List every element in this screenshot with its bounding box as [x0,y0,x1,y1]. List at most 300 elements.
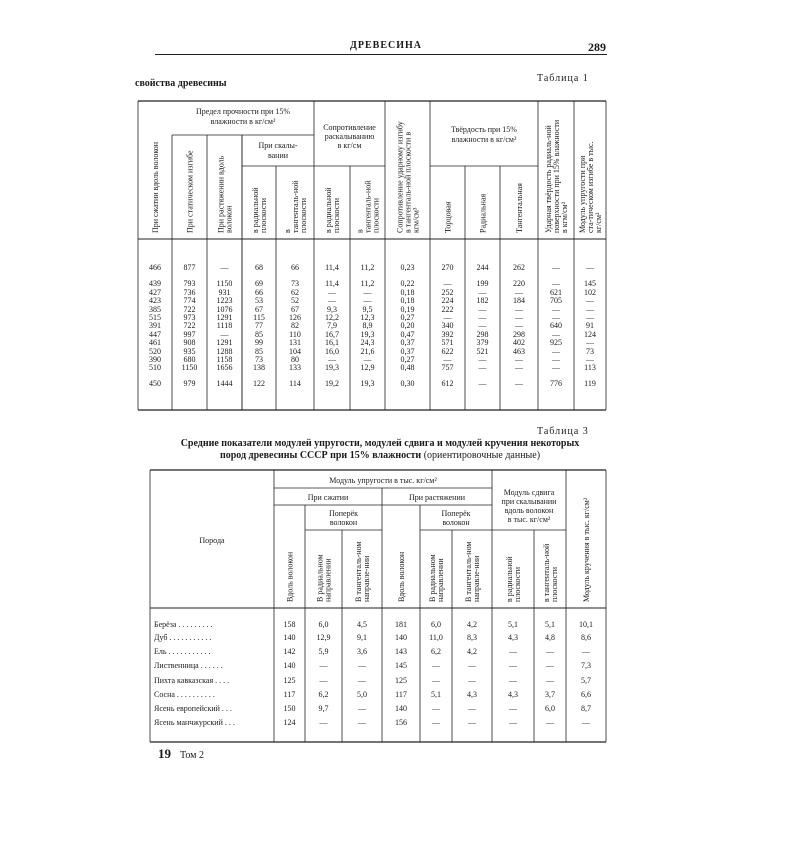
table1-cell-r9-c3: 1291 [216,338,233,347]
table1-group-shear: раскалыванию [324,132,375,141]
table1-cell-r3-c4: 66 [255,288,263,297]
table1-col-header-12: Ударная твёрдость радиаль-ной [544,125,553,233]
table1-cell-r6-c11: — [515,313,523,322]
table1-cell-r10-c2: 935 [183,347,196,356]
table1-cell-r9-c13: — [586,338,594,347]
table3-cell-r8-c3: — [358,718,366,727]
table3-cell-r7-c3: — [358,704,366,713]
table1-cell-r13-c2: 979 [183,379,196,388]
table3-group-cross-tension: волокон [442,518,470,527]
table1-cell-r13-c13: 119 [584,379,596,388]
table1-cell-r5-c7: 9,5 [362,305,373,314]
table1-cell-r3-c12: 621 [550,288,562,297]
table1-cell-r13-c5: 114 [289,379,301,388]
table3-cell-r7-c1: 150 [283,704,296,713]
table1-cell-r10-c13: 73 [586,347,594,356]
table1-cell-r10-c11: 463 [513,347,525,356]
table3-cell-r7-c6: — [468,704,476,713]
table1-cell-r13-c10: — [478,379,487,388]
table3-col-header-7: плоскости [513,566,522,602]
table1-col-header-2: При статическом изгибе [185,150,195,233]
table1-cell-r12-c7: 12,9 [360,363,375,372]
table1-cell-r13-c12: 776 [550,379,562,388]
table1-cell-r6-c3: 1291 [216,313,233,322]
table1-cell-r4-c2: 774 [183,296,196,305]
table3-title-line2-main: пород древесины СССР при 15% влажности [219,450,422,461]
table3-cell-r6-c6: 4,3 [467,690,477,699]
table1-group-strength: Предел прочности при 15% [196,107,290,116]
table1-cell-r2-c6: 11,4 [325,279,339,288]
table3-cell-r3-c8: — [546,647,554,656]
table1-cell-r2-c12: — [552,279,560,288]
table1-group-strength: влажности в кг/см² [210,117,276,126]
table1-cell-r7-c12: 640 [550,321,562,330]
table3-cell-r2-c3: 9,1 [357,633,367,642]
table1-group-hardness: влажности в кг/см² [451,135,517,144]
table1-cell-r11-c11: — [515,355,523,364]
table1-cell-r2-c4: 69 [255,279,263,288]
table1-cell-r5-c1: 385 [149,305,161,314]
table3-cell-r5-c8: — [546,676,554,685]
table1-cell-r4-c13: — [586,296,594,305]
table1-cell-r11-c2: 680 [183,355,196,364]
table3-cell-r4-c3: — [358,661,366,670]
table1-col-header-4: плоскости [259,197,268,233]
table3-cell-r8-c4: 156 [395,718,407,727]
table1-cell-r6-c9: — [443,313,452,322]
table1-cell-r11-c13: — [586,355,594,364]
table3-title-note: (ориентировочные данные) [423,450,541,461]
table3-col-header-9: Модуль кручения в тыс. кг/см² [582,497,591,602]
table3-col-header-2: В радиальном [315,554,325,602]
table3-species-3: Ель . . . . . . . . . . . [154,647,211,656]
table3-cell-r3-c4: 143 [395,647,407,656]
table1-cell-r5-c3: 1076 [216,305,233,314]
table3-cell-r4-c6: — [468,661,476,670]
table1-cell-r7-c9: 340 [441,321,454,330]
running-head: ДРЕВЕСИНА [350,40,422,51]
table3-cell-r8-c6: — [468,718,476,727]
table3-col-header-8: плоскости [550,566,559,602]
table1-cell-r4-c11: 184 [513,296,525,305]
table1-cell-r12-c11: — [515,363,523,372]
table1-cell-r6-c12: — [552,313,560,322]
table1-cell-r3-c11: — [515,288,523,297]
page-number: 289 [588,40,606,54]
table1-group-shear: в кг/см [337,141,362,150]
table1-cell-r6-c1: 515 [149,313,161,322]
table1-cell-r6-c10: — [478,313,487,322]
table1-col-header-11: Тангентальная [515,183,524,233]
table1-cell-r12-c9: 757 [441,363,454,372]
table1-cell-r12-c2: 1150 [181,363,198,372]
table1-cell-r5-c2: 722 [183,305,196,314]
table1-cell-r6-c8: 0,27 [400,313,415,322]
table1-cell-r1-c12: — [552,263,560,272]
table1-cell-r9-c7: 24,3 [360,338,375,347]
table1-cell-r7-c6: 7,9 [327,321,337,330]
table1-col-header-7: плоскости [371,197,381,233]
table1-cell-r13-c9: 612 [441,379,454,388]
table3-cell-r2-c7: 4,3 [508,633,518,642]
table1-cell-r7-c5: 82 [291,321,299,330]
table3-group-cross-tension: Поперёк [441,509,471,518]
table3-species-6: Сосна . . . . . . . . . . [154,690,215,699]
table1-cell-r5-c6: 9,3 [327,305,337,314]
table1-cell-r9-c11: 402 [513,338,525,347]
table1-cell-r7-c13: 91 [586,321,594,330]
table1-cell-r10-c12: — [552,347,560,356]
table1-cell-r8-c4: 85 [255,330,263,339]
table1-cell-r12-c12: — [552,363,560,372]
table1-cell-r1-c13: — [586,263,594,272]
table3-cell-r3-c9: — [582,647,590,656]
table1-col-header-10: Радиальная [478,193,488,233]
table3-cell-r6-c4: 117 [395,690,407,699]
table1-cell-r1-c7: 11,2 [360,263,375,272]
table3-cell-r8-c2: — [319,718,328,727]
table1-cell-r1-c5: 66 [291,263,299,272]
table1-cell-r7-c4: 77 [255,321,263,330]
table1-cell-r8-c9: 392 [441,330,454,339]
table3-species-8: Ясень манчжурский . . . [154,718,235,727]
table1-cell-r12-c3: 1656 [216,363,233,372]
table3-cell-r3-c2: 5,9 [318,647,329,656]
table1-col-header-6: плоскости [332,197,341,233]
table1-cell-r11-c4: 73 [255,355,263,364]
table1-cell-r3-c3: 931 [218,288,231,297]
table1-group-splitting: При скалы- [258,141,298,150]
table1-cell-r2-c13: 145 [584,279,596,288]
footer-number: 19 [158,746,171,761]
table3-cell-r3-c3: 3,6 [357,647,367,656]
table1-label: Таблица 1 [537,73,589,84]
table1-col-header-13: Модуль упругости при [578,155,587,233]
table1-cell-r13-c6: 19,2 [325,379,339,388]
table3-cell-r1-c7: 5,1 [508,620,518,629]
table3-cell-r7-c7: — [509,704,517,713]
table1-cell-r12-c6: 19,3 [325,363,339,372]
table1-cell-r11-c9: — [443,355,452,364]
table3-cell-r6-c8: 3,7 [545,690,555,699]
table1-cell-r9-c12: 925 [550,338,562,347]
table3-col-header-5: В радиальном [428,554,437,602]
table1-cell-r7-c11: — [515,321,523,330]
table3-cell-r4-c5: — [432,661,440,670]
table1-cell-r4-c12: 705 [550,296,562,305]
table3-cell-r6-c7: 4,3 [508,690,518,699]
table1-cell-r8-c6: 16,7 [325,330,339,339]
table1-cell-r9-c4: 99 [255,338,263,347]
table3-cell-r6-c5: 5,1 [431,690,441,699]
table1-col-header-1: При сжатии вдоль волокон [151,141,160,233]
table1-cell-r13-c3: 1444 [216,379,233,388]
table1-cell-r1-c8: 0,23 [400,263,415,272]
table3-group-shear: при скалывании [501,497,557,506]
table3-col-header-2: направлении [323,558,333,602]
table1-cell-r3-c8: 0,18 [400,288,415,297]
table1-cell-r11-c3: 1158 [216,355,233,364]
table3-title-line1: Средние показатели модулей упругости, модулей сдвига и модулей кручения некоторых [180,438,580,449]
table1-cell-r12-c13: 113 [584,363,596,372]
table1-cell-r13-c8: 0,30 [400,379,415,388]
table3-cell-r5-c4: 125 [395,676,407,685]
table3-cell-r4-c1: 140 [283,661,296,670]
footer-volume: Том 2 [180,750,204,761]
table1-cell-r13-c11: — [515,379,523,388]
table1-cell-r9-c2: 908 [183,338,196,347]
table3-cell-r5-c5: — [432,676,440,685]
table1-cell-r1-c9: 270 [441,263,454,272]
table1-cell-r5-c12: — [552,305,560,314]
table1-cell-r5-c13: — [586,305,594,314]
table1-cell-r1-c1: 466 [149,263,161,272]
table1-cell-r9-c1: 461 [149,338,161,347]
table1-cell-r3-c13: 102 [584,288,596,297]
table3-cell-r2-c8: 4,8 [545,633,555,642]
table3-cell-r5-c3: — [358,676,366,685]
table1-cell-r6-c2: 973 [183,313,196,322]
table3-cell-r7-c8: 6,0 [545,704,555,713]
table1-cell-r3-c9: 252 [441,288,454,297]
table1-cell-r3-c5: 62 [291,288,299,297]
table3-cell-r8-c1: 124 [283,718,296,727]
table3-cell-r1-c3: 4,5 [357,620,367,629]
table3-cell-r5-c6: — [468,676,476,685]
table1-cell-r10-c9: 622 [441,347,454,356]
table1-cell-r13-c7: 19,3 [360,379,375,388]
table1-cell-r6-c13: — [586,313,594,322]
table1-cell-r3-c10: — [478,288,487,297]
table3-cell-r1-c9: 10,1 [579,620,593,629]
table1-cell-r4-c10: 182 [476,296,489,305]
table1-cell-r6-c4: 115 [253,313,265,322]
table3-group-shear: вдоль волокон [504,506,554,515]
table3-cell-r7-c9: 8,7 [581,704,591,713]
table1-cell-r5-c5: 67 [291,305,299,314]
table3-group-shear: в тыс. кг/см² [507,515,551,524]
table3-group-cross-compression: Поперёк [328,509,359,518]
table1-cell-r2-c5: 73 [291,279,299,288]
table1-cell-r3-c2: 736 [183,288,196,297]
table3-species-4: Лиственница . . . . . . [154,661,223,670]
table1-col-header-12: в кгм/см² [560,201,569,233]
table3-cell-r4-c7: — [509,661,517,670]
table3-cell-r7-c2: 9,7 [318,704,329,713]
table1-col-header-3: волокон [224,205,234,233]
table1-cell-r11-c7: — [363,355,372,364]
table1-cell-r9-c10: 379 [476,338,489,347]
table3-cell-r7-c4: 140 [395,704,407,713]
table1-col-header-4: в радиальной [251,187,260,233]
table1-cell-r5-c10: — [478,305,487,314]
table3-cell-r6-c9: 6,6 [581,690,591,699]
table1-col-header-6: в радиальной [324,187,333,233]
table1-col-header-8: в тангенталь-ной плоскости в [403,131,413,233]
table3-species-5: Пихта кавказская . . . . [154,676,230,685]
table3-cell-r1-c8: 5,1 [545,620,555,629]
table3-cell-r4-c2: — [319,661,328,670]
table3-col-header-4: Вдоль волокон [397,551,406,602]
table3-cell-r3-c7: — [509,647,517,656]
table1-cell-r11-c6: — [328,355,336,364]
table3-cell-r6-c1: 117 [283,690,296,699]
table1-cell-r4-c7: — [363,296,372,305]
table1-cell-r8-c8: 0,47 [400,330,415,339]
table1-cell-r5-c9: 222 [441,305,454,314]
table1-cell-r2-c3: 1150 [216,279,233,288]
table1-cell-r12-c1: 510 [149,363,161,372]
table3-group-elastic: Модуль упругости в тыс. кг/см² [329,476,437,485]
table1-cell-r6-c7: 12,3 [360,313,375,322]
table3-cell-r8-c8: — [546,718,554,727]
table1-cell-r3-c7: — [363,288,372,297]
table1-cell-r7-c7: 8,9 [362,321,373,330]
table1-cell-r2-c10: 199 [476,279,489,288]
table3-species-7: Ясень европейский . . . [154,704,232,713]
table1-cell-r2-c7: 11,2 [360,279,375,288]
table1-cell-r8-c10: 298 [476,330,489,339]
table1-cell-r1-c10: 244 [476,263,489,272]
table1-col-header-5: тангенталь-ной [291,180,300,233]
table3-cell-r2-c5: 11,0 [429,633,443,642]
table1-col-header-7: в [355,229,365,233]
table3-group-cross-compression: волокон [329,518,358,527]
table3-group-tension: При растяжении [408,493,466,502]
table3-cell-r2-c4: 140 [395,633,407,642]
table1-col-header-5: плоскости [299,197,308,233]
table3-cell-r8-c9: — [582,718,590,727]
table1-group-shear: Сопротивление [323,123,376,132]
table1-cell-r11-c10: — [478,355,487,364]
table3-cell-r3-c6: 4,2 [467,647,477,656]
table1-cell-r2-c9: — [443,279,452,288]
table1-cell-r1-c2: 877 [183,263,196,272]
table1-cell-r10-c7: 21,6 [360,347,375,356]
table3-col-header-3: направле-нии [362,555,371,602]
table1-cell-r4-c4: 53 [255,296,263,305]
table1-col-header-13: кг/см² [594,212,603,233]
table3-col-header-1: Вдоль волокон [285,551,295,602]
table1-cell-r10-c1: 520 [149,347,161,356]
table3-group-shear: Модуль сдвига [503,488,555,497]
table3-cell-r6-c3: 5,0 [357,690,367,699]
table3-cell-r1-c2: 6,0 [318,620,329,629]
table1-cell-r11-c1: 390 [149,355,161,364]
table3-species-2: Дуб . . . . . . . . . . . [154,633,212,642]
table1-cell-r9-c6: 16,1 [325,338,339,347]
table1-cell-r5-c11: — [515,305,523,314]
table3-cell-r5-c1: 125 [283,676,296,685]
table1-caption: свойства древесины [135,78,227,89]
table1-cell-r4-c5: 52 [291,296,299,305]
table1-cell-r1-c6: 11,4 [325,263,339,272]
table1-cell-r10-c8: 0,37 [400,347,415,356]
table3-cell-r5-c9: 5,7 [581,676,591,685]
table1-col-header-13: ста-тическом изгибе в тыс. [586,141,595,233]
table1-cell-r7-c2: 722 [183,321,196,330]
table1-cell-r7-c1: 391 [149,321,161,330]
table1-cell-r5-c8: 0,19 [400,305,415,314]
table1-cell-r1-c11: 262 [513,263,525,272]
table1-cell-r11-c12: — [552,355,560,364]
table3-cell-r7-c5: — [432,704,440,713]
table3-cell-r1-c6: 4,2 [467,620,477,629]
table3-cell-r6-c2: 6,2 [318,690,329,699]
table3-cell-r1-c4: 181 [395,620,407,629]
table3-col-header-6: направле-нии [472,555,481,602]
table3-col-header-5: направлении [436,558,445,602]
table1-cell-r2-c2: 793 [183,279,196,288]
table1-cell-r4-c1: 423 [149,296,161,305]
table1-cell-r2-c1: 439 [149,279,161,288]
table1-cell-r13-c4: 122 [253,379,265,388]
table1-cell-r9-c8: 0,37 [400,338,415,347]
table1-cell-r8-c3: — [220,330,229,339]
table1-cell-r11-c8: 0,27 [400,355,415,364]
table1-cell-r5-c4: 67 [255,305,263,314]
table3-cell-r3-c1: 142 [283,647,296,656]
table1-cell-r1-c4: 68 [255,263,263,272]
table1-cell-r10-c5: 104 [289,347,301,356]
table1-col-header-3: При растяжении вдоль [216,155,226,233]
table1-cell-r2-c11: 220 [513,279,525,288]
table1-cell-r8-c1: 447 [149,330,161,339]
table3-cell-r2-c6: 8,3 [467,633,477,642]
table1-cell-r11-c5: 80 [291,355,299,364]
table3-cell-r2-c1: 140 [283,633,296,642]
table1-cell-r10-c4: 85 [255,347,263,356]
table1-cell-r8-c7: 19,3 [360,330,375,339]
table1-cell-r10-c6: 16,0 [325,347,339,356]
table3-col-header-7: в радиальной [505,556,514,602]
table3-cell-r2-c2: 12,9 [316,633,331,642]
table1-cell-r4-c8: 0,18 [400,296,415,305]
table3-cell-r8-c5: — [432,718,440,727]
table1-col-header-12: поверхности при 15% влажности [552,119,561,233]
table1-cell-r12-c5: 133 [289,363,301,372]
table1-cell-r3-c6: — [328,288,336,297]
table1-col-header-5: в [283,229,292,233]
table1-cell-r8-c11: 298 [513,330,525,339]
table3-group-compression: При сжатии [307,493,349,502]
table3-cell-r5-c7: — [509,676,517,685]
table1-cell-r4-c3: 1223 [216,296,233,305]
table3-col-header-3: В тангенталь-ном [354,541,363,602]
table3-cell-r3-c5: 6,2 [431,647,441,656]
table3-cell-r2-c9: 8,6 [581,633,591,642]
table1-cell-r12-c10: — [478,363,487,372]
table1-cell-r12-c4: 138 [253,363,265,372]
table1-cell-r8-c2: 997 [183,330,196,339]
table1-group-splitting: вании [267,151,289,160]
table3-species-1: Берёза . . . . . . . . . [154,620,213,629]
table1-cell-r6-c5: 126 [289,313,301,322]
table1-cell-r4-c9: 224 [441,296,454,305]
table1-col-header-8: кгм/см³ [411,207,421,233]
table1-cell-r9-c5: 131 [289,338,301,347]
table1-group-hardness: Твёрдость при 15% [451,125,517,134]
table1-cell-r7-c3: 1118 [216,321,233,330]
table3-col-header-8: в тангенталь-ной [542,543,551,602]
table1-cell-r8-c13: 124 [584,330,596,339]
table3-col-header-6: В тангенталь-ном [464,541,473,602]
table1-cell-r8-c5: 110 [289,330,301,339]
table1-cell-r13-c1: 450 [149,379,161,388]
table1-cell-r2-c8: 0,22 [400,279,415,288]
table1-cell-r7-c10: — [478,321,487,330]
table1-cell-r7-c8: 0,20 [400,321,415,330]
